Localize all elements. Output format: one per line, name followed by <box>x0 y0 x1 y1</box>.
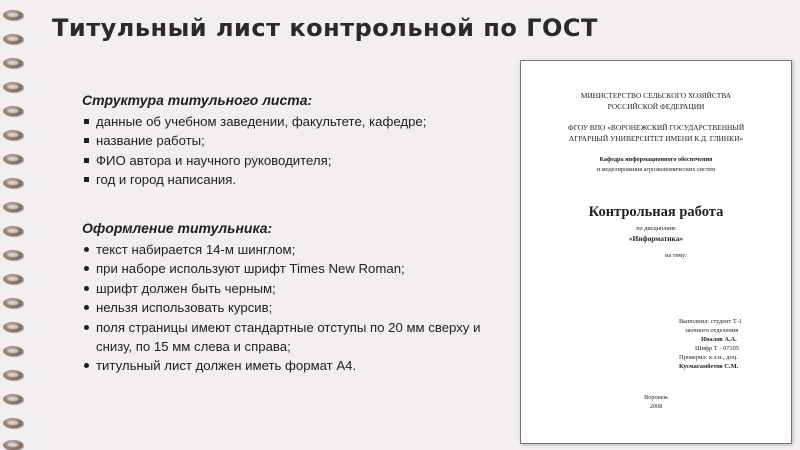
checked-label: Проверил: к.э.н., доц. <box>679 354 738 361</box>
ministry-line: МИНИСТЕРСТВО СЕЛЬСКОГО ХОЗЯЙСТВА <box>580 91 732 100</box>
binding-ring-icon <box>3 154 23 164</box>
binding-ring-icon <box>3 34 23 44</box>
binding-ring-icon <box>3 226 23 236</box>
performed-label: Выполнил: студент Т-1 <box>679 318 743 325</box>
slide-title: Титульный лист контрольной по ГОСТ <box>52 14 598 42</box>
list-item: ФИО автора и научного руководителя; <box>82 151 502 170</box>
structure-section <box>82 92 502 190</box>
binding-ring-icon <box>3 322 23 332</box>
student-name: Ивалов А.А. <box>701 336 737 343</box>
binding-ring-icon <box>3 130 23 140</box>
list-item: название работы; <box>82 131 502 150</box>
ministry-line: РОССИЙСКОЙ ФЕДЕРАЦИИ <box>607 102 705 111</box>
notebook-binding <box>0 0 28 450</box>
year: 2008 <box>649 403 663 410</box>
binding-ring-icon <box>3 10 23 20</box>
work-title: Контрольная работа <box>588 204 724 220</box>
list-item: текст набирается 14-м шинглом; <box>82 240 502 259</box>
list-item: поля страницы имеют стандартные отступы по 20 мм сверху и снизу, по 15 мм слева и справа; <box>82 318 481 357</box>
student-cipher: Шифр Т - 07105 <box>695 345 740 352</box>
topic-label: на тему: <box>665 252 687 259</box>
list-item: нельзя использовать курсив; <box>82 298 502 317</box>
department-line: и моделирования агроэкономических систем <box>596 166 716 173</box>
list-item: данные об учебном заведении, факультете, кафедре; <box>82 112 502 131</box>
department-line: Кафедра информационного обеспечения <box>599 156 713 163</box>
structure-heading: Структура титульного листа: <box>82 92 313 108</box>
supervisor-name: Кусмагамбетов С.М. <box>679 363 739 370</box>
list-item: год и город написания. <box>82 170 502 189</box>
university-line: АГРАРНЫЙ УНИВЕРСИТЕТ ИМЕНИ К.Д. ГЛИНКИ» <box>568 134 744 143</box>
list-item: при наборе используют шрифт Times New Roman; <box>82 259 502 278</box>
binding-ring-icon <box>3 346 23 356</box>
structure-list <box>82 112 502 190</box>
discipline-name: «Информатика» <box>628 234 684 243</box>
binding-ring-icon <box>3 298 23 308</box>
binding-ring-icon <box>3 82 23 92</box>
formatting-list <box>82 240 502 376</box>
binding-ring-icon <box>3 274 23 284</box>
list-item: шрифт должен быть черным; <box>82 279 502 298</box>
discipline-label: по дисциплине <box>636 225 676 232</box>
study-form: заочного отделения <box>685 327 739 334</box>
title-page-sample <box>520 60 792 444</box>
binding-ring-icon <box>3 440 23 450</box>
formatting-section <box>82 220 502 376</box>
binding-ring-icon <box>3 250 23 260</box>
binding-ring-icon <box>3 58 23 68</box>
binding-ring-icon <box>3 370 23 380</box>
binding-ring-icon <box>3 202 23 212</box>
list-item: титульный лист должен иметь формат А4. <box>82 356 502 375</box>
binding-ring-icon <box>3 418 23 428</box>
binding-ring-icon <box>3 178 23 188</box>
university-line: ФГОУ ВПО «ВОРОНЕЖСКИЙ ГОСУДАРСТВЕННЫЙ <box>567 123 745 132</box>
formatting-heading: Оформление титульника: <box>82 220 273 236</box>
binding-ring-icon <box>3 394 23 404</box>
city: Воронеж <box>644 394 668 401</box>
binding-ring-icon <box>3 106 23 116</box>
